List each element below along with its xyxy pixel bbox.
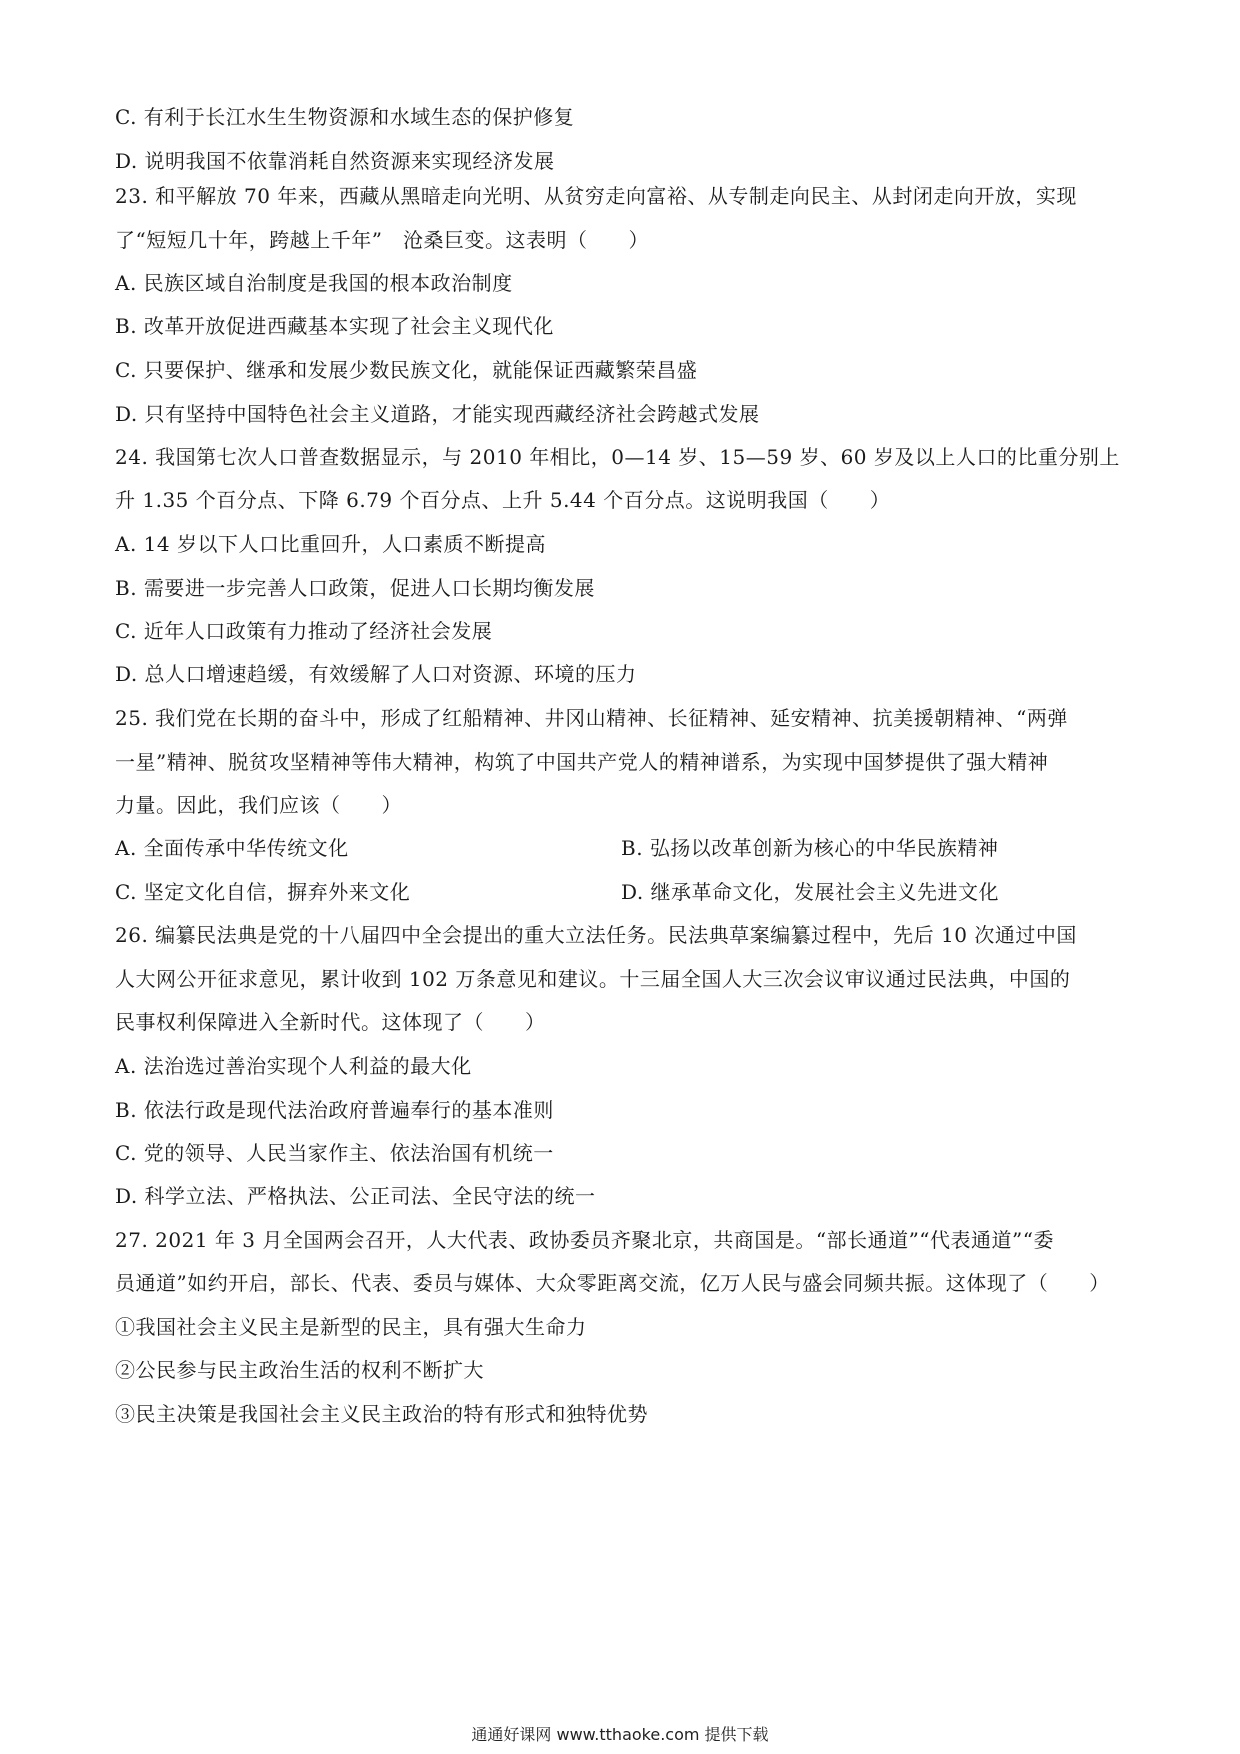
q27-statement-3: ③民主决策是我国社会主义民主政治的特有形式和独特优势 — [115, 1402, 648, 1426]
q27-statement-1: ①我国社会主义民主是新型的民主，具有强大生命力 — [115, 1315, 587, 1339]
q26-stem-line-2: 人大网公开征求意见，累计收到 102 万条意见和建议。十三届全国人大三次会议审议通过民法典，中国的 — [115, 967, 1071, 991]
page-footer: 通通好课网 www.tthaoke.com 提供下载 — [471, 1725, 769, 1744]
q24-option-a: A. 14 岁以下人口比重回升，人口素质不断提高 — [115, 532, 546, 556]
q25-stem-line-1: 25. 我们党在长期的奋斗中，形成了红船精神、井冈山精神、长征精神、延安精神、抗美援朝精神、“两弹 — [115, 706, 1068, 730]
q27-stem-line-2: 员通道”如约开启，部长、代表、委员与媒体、大众零距离交流，亿万人民与盛会同频共振。这体现了（ ） — [115, 1271, 1110, 1295]
q26-option-b: B. 依法行政是现代法治政府普遍奉行的基本准则 — [115, 1098, 554, 1122]
q25-stem-line-3: 力量。因此，我们应该（ ） — [115, 793, 402, 817]
q25-stem-line-2: 一星”精神、脱贫攻坚精神等伟大精神，构筑了中国共产党人的精神谱系，为实现中国梦提供了强大精神 — [115, 750, 1049, 774]
q23-option-c: C. 只要保护、继承和发展少数民族文化，就能保证西藏繁荣昌盛 — [115, 358, 698, 382]
q24-option-b: B. 需要进一步完善人口政策，促进人口长期均衡发展 — [115, 576, 595, 600]
q25-option-b: B. 弘扬以改革创新为核心的中华民族精神 — [621, 836, 999, 860]
q22-option-c: C. 有利于长江水生生物资源和水域生态的保护修复 — [115, 105, 575, 129]
q22-option-d: D. 说明我国不依靠消耗自然资源来实现经济发展 — [115, 149, 555, 173]
q23-stem-line-1: 23. 和平解放 70 年来，西藏从黑暗走向光明、从贫穷走向富裕、从专制走向民主、从封闭走向开放，实现 — [115, 184, 1077, 208]
q27-statement-2: ②公民参与民主政治生活的权利不断扩大 — [115, 1358, 484, 1382]
q25-option-a: A. 全面传承中华传统文化 — [115, 836, 349, 860]
q23-option-b: B. 改革开放促进西藏基本实现了社会主义现代化 — [115, 314, 554, 338]
q24-stem-line-2: 升 1.35 个百分点、下降 6.79 个百分点、上升 5.44 个百分点。这说明我国（ ） — [115, 488, 891, 512]
q26-stem-line-3: 民事权利保障进入全新时代。这体现了（ ） — [115, 1010, 546, 1034]
q23-option-a: A. 民族区域自治制度是我国的根本政治制度 — [115, 271, 513, 295]
q24-option-c: C. 近年人口政策有力推动了经济社会发展 — [115, 619, 493, 643]
q26-option-d: D. 科学立法、严格执法、公正司法、全民守法的统一 — [115, 1184, 596, 1208]
q26-stem-line-1: 26. 编纂民法典是党的十八届四中全会提出的重大立法任务。民法典草案编纂过程中，先后 10 次通过中国 — [115, 923, 1077, 947]
q24-stem-line-1: 24. 我国第七次人口普查数据显示，与 2010 年相比，0—14 岁、15—59 岁、60 岁及以上人口的比重分别上 — [115, 445, 1120, 469]
q24-option-d: D. 总人口增速趋缓，有效缓解了人口对资源、环境的压力 — [115, 662, 637, 686]
q26-option-a: A. 法治选过善治实现个人利益的最大化 — [115, 1054, 472, 1078]
q27-stem-line-1: 27. 2021 年 3 月全国两会召开，人大代表、政协委员齐聚北京，共商国是。“部长通道”“代表通道”“委 — [115, 1228, 1054, 1252]
q26-option-c: C. 党的领导、人民当家作主、依法治国有机统一 — [115, 1141, 554, 1165]
q25-option-d: D. 继承革命文化，发展社会主义先进文化 — [621, 880, 1000, 904]
q25-option-c: C. 坚定文化自信，摒弃外来文化 — [115, 880, 411, 904]
q23-option-d: D. 只有坚持中国特色社会主义道路，才能实现西藏经济社会跨越式发展 — [115, 402, 760, 426]
q23-stem-line-2: 了“短短几十年，跨越上千年” 沧桑巨变。这表明（ ） — [115, 228, 649, 252]
